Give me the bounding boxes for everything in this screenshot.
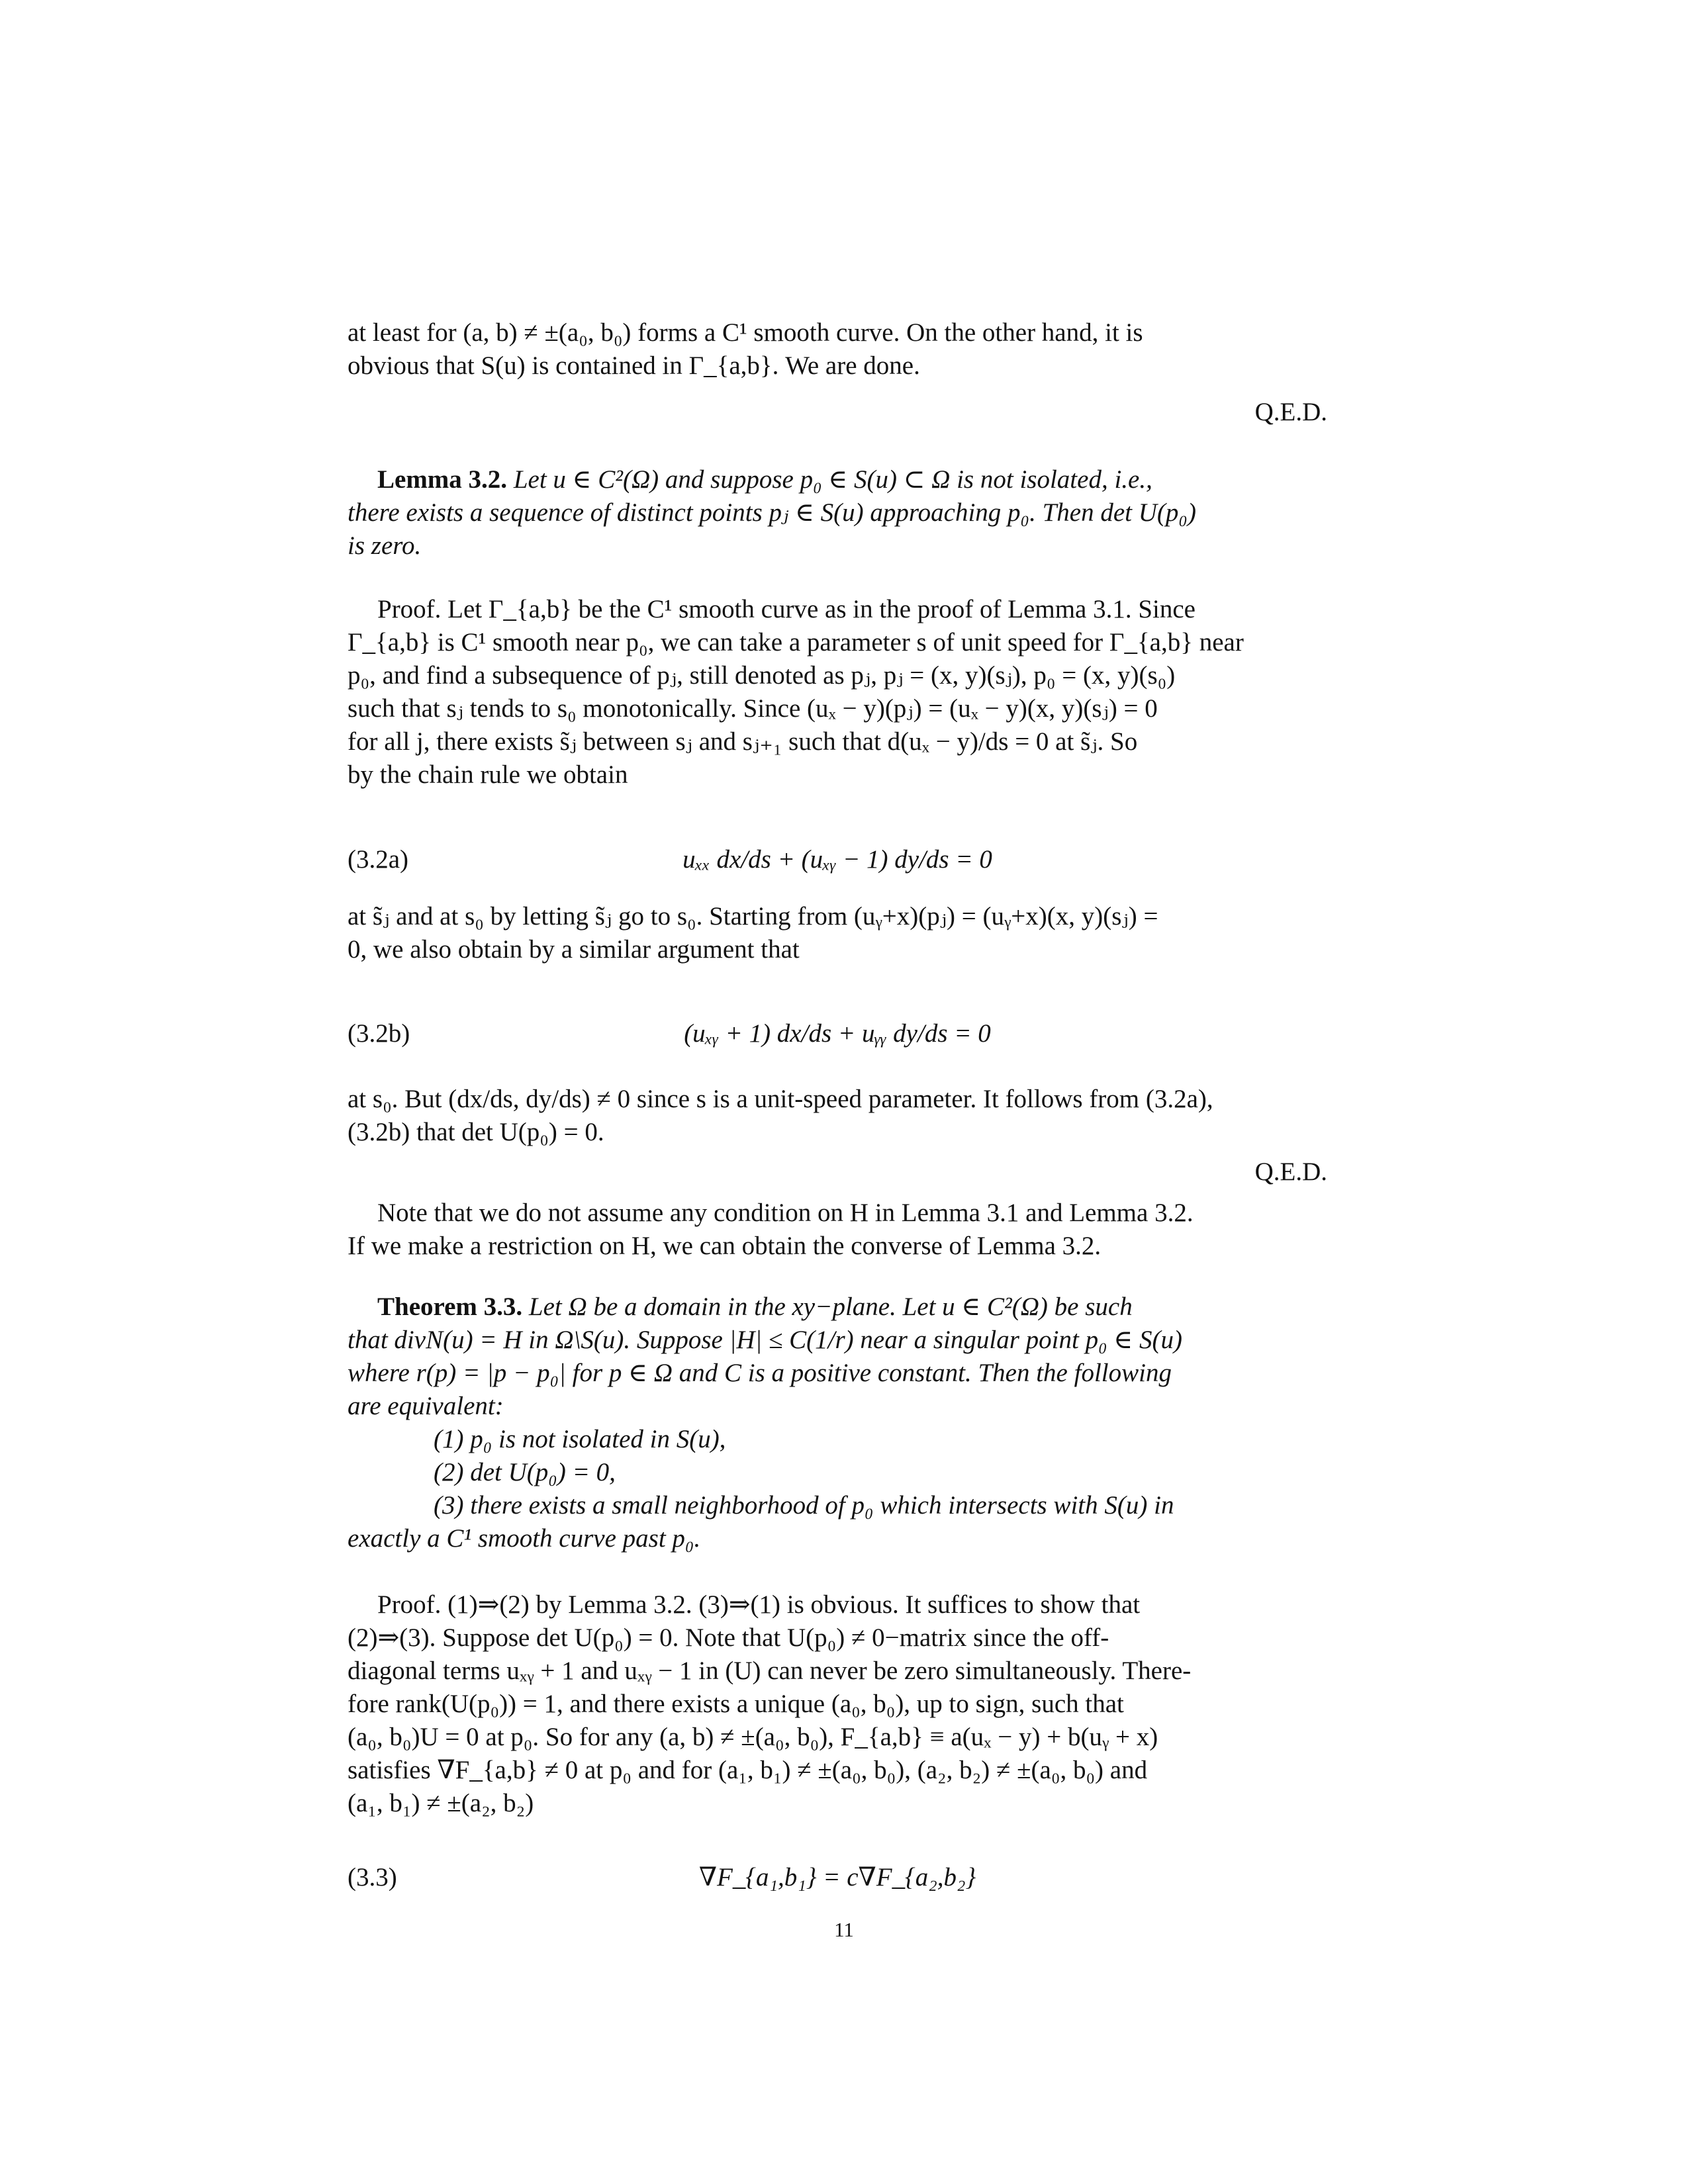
text-line: (2)⇒(3). Suppose det U(p₀) = 0. Note that U(p₀) ≠ 0−matrix since the off-	[348, 1623, 1109, 1652]
proof-lemma-3-2	[348, 593, 1327, 792]
text-line: 0, we also obtain by a similar argument that	[348, 935, 800, 964]
equation-label: (3.3)	[348, 1863, 397, 1891]
theorem-item: (2) det U(p₀) = 0,	[434, 1458, 616, 1486]
theorem-text: Let Ω be a domain in the xy−plane. Let u ∈ C²(Ω) be such	[522, 1293, 1133, 1321]
theorem-3-3	[348, 1291, 1327, 1555]
text-line: at s₀. But (dx/ds, dy/ds) ≠ 0 since s is a unit-speed parameter. It follows from (3.2a),	[348, 1085, 1213, 1113]
equation-3-2b	[348, 1009, 1327, 1062]
theorem-text: that divN(u) = H in Ω\S(u). Suppose |H| ≤ C(1/r) near a singular point p₀ ∈ S(u)	[348, 1326, 1182, 1354]
lemma-title: Lemma 3.2.	[377, 465, 508, 494]
theorem-item: (3) there exists a small neighborhood of p₀ which intersects with S(u) in	[434, 1491, 1174, 1520]
equation-label: (3.2a)	[348, 845, 409, 874]
paragraph-note	[348, 1197, 1327, 1263]
text-line: Note that we do not assume any condition on H in Lemma 3.1 and Lemma 3.2.	[377, 1199, 1194, 1227]
qed-mark: Q.E.D.	[1254, 1158, 1327, 1186]
equation-label: (3.2b)	[348, 1019, 410, 1048]
text-line: for all j, there exists s̃ⱼ between sⱼ and sⱼ₊₁ such that d(uₓ − y)/ds = 0 at s̃ⱼ. So	[348, 727, 1138, 756]
qed-mark: Q.E.D.	[1254, 398, 1327, 426]
lemma-text: is zero.	[348, 531, 422, 560]
text-line: (3.2b) that det U(p₀) = 0.	[348, 1118, 604, 1146]
text-line: at least for (a, b) ≠ ±(a₀, b₀) forms a C¹ smooth curve. On the other hand, it is	[348, 318, 1143, 347]
text-line: (a₀, b₀)U = 0 at p₀. So for any (a, b) ≠ ±(a₀, b₀), F_{a,b} ≡ a(uₓ − y) + b(uᵧ + x)	[348, 1723, 1158, 1751]
text-line: diagonal terms uₓᵧ + 1 and uₓᵧ − 1 in (U) can never be zero simultaneously. There-	[348, 1657, 1192, 1685]
equation-body: ∇F_{a₁,b₁} = c∇F_{a₂,b₂}	[698, 1863, 976, 1891]
text-line: by the chain rule we obtain	[348, 760, 628, 789]
paragraph-after-3-2a	[348, 900, 1327, 966]
text-line: p₀, and find a subsequence of pⱼ, still denoted as pⱼ, pⱼ = (x, y)(sⱼ), p₀ = (x, y)(s₀)	[348, 661, 1176, 690]
text-line: Proof. (1)⇒(2) by Lemma 3.2. (3)⇒(1) is obvious. It suffices to show that	[377, 1590, 1141, 1619]
theorem-text: where r(p) = |p − p₀| for p ∈ Ω and C is a positive constant. Then the following	[348, 1359, 1172, 1387]
theorem-title: Theorem 3.3.	[377, 1293, 523, 1321]
theorem-item: (1) p₀ is not isolated in S(u),	[434, 1425, 726, 1453]
equation-body: (uₓᵧ + 1) dx/ds + uᵧᵧ dy/ds = 0	[684, 1019, 991, 1048]
paragraph-intro	[348, 316, 1327, 383]
lemma-text: Let u ∈ C²(Ω) and suppose p₀ ∈ S(u) ⊂ Ω is not isolated, i.e.,	[507, 465, 1152, 494]
equation-body: uₓₓ dx/ds + (uₓᵧ − 1) dy/ds = 0	[682, 845, 992, 874]
text-line: satisfies ∇F_{a,b} ≠ 0 at p₀ and for (a₁, b₁) ≠ ±(a₀, b₀), (a₂, b₂) ≠ ±(a₀, b₀) and	[348, 1756, 1148, 1784]
text-line: at s̃ⱼ and at s₀ by letting s̃ⱼ go to s₀. Starting from (uᵧ+x)(pⱼ) = (uᵧ+x)(x, y)(sⱼ) =	[348, 902, 1158, 931]
page-number: 11	[834, 1918, 854, 1941]
text-line: obvious that S(u) is contained in Γ_{a,b}. We are done.	[348, 351, 920, 380]
equation-3-3	[348, 1853, 1327, 1906]
text-line: If we make a restriction on H, we can obtain the converse of Lemma 3.2.	[348, 1232, 1102, 1260]
lemma-text: there exists a sequence of distinct points pⱼ ∈ S(u) approaching p₀. Then det U(p₀)	[348, 498, 1196, 527]
equation-3-2a	[348, 835, 1327, 888]
lemma-3-2	[348, 463, 1327, 563]
proof-theorem-3-3	[348, 1588, 1327, 1820]
text-line: such that sⱼ tends to s₀ monotonically. Since (uₓ − y)(pⱼ) = (uₓ − y)(x, y)(sⱼ) = 0	[348, 694, 1158, 723]
text-line: (a₁, b₁) ≠ ±(a₂, b₂)	[348, 1789, 534, 1817]
paragraph-after-3-2b	[348, 1083, 1327, 1149]
text-line: fore rank(U(p₀)) = 1, and there exists a unique (a₀, b₀), up to sign, such that	[348, 1690, 1124, 1718]
theorem-text: are equivalent:	[348, 1392, 504, 1420]
theorem-text: exactly a C¹ smooth curve past p₀.	[348, 1524, 701, 1553]
text-line: Γ_{a,b} is C¹ smooth near p₀, we can take a parameter s of unit speed for Γ_{a,b} near	[348, 628, 1244, 657]
text-line: Proof. Let Γ_{a,b} be the C¹ smooth curve as in the proof of Lemma 3.1. Since	[377, 595, 1196, 623]
